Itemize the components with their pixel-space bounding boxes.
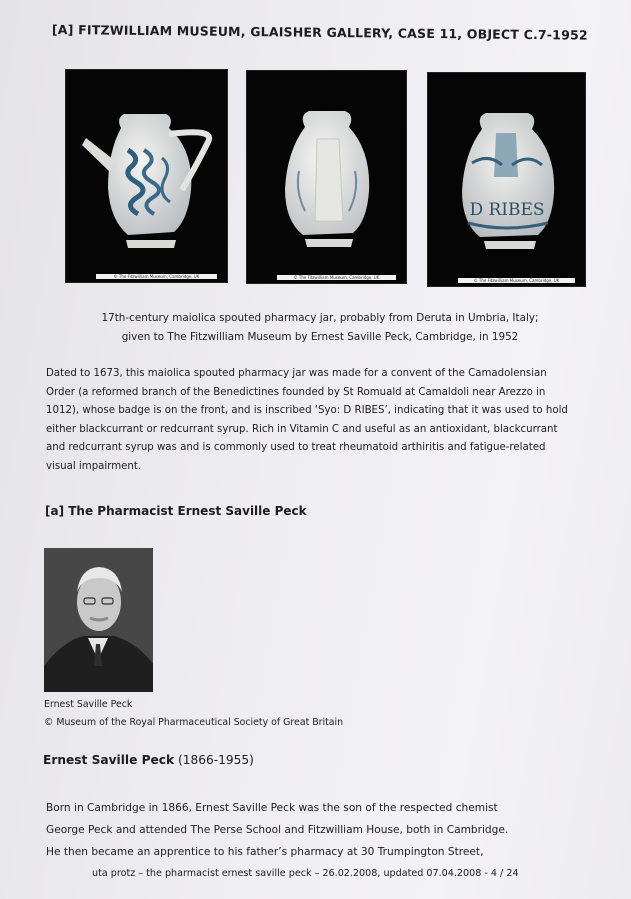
bio-name: Ernest Saville Peck bbox=[43, 753, 175, 767]
jar-caption-line-2: given to The Fitzwilliam Museum by Ernest Saville Peck, Cambridge, in 1952 bbox=[121, 331, 519, 343]
section-heading: [a] The Pharmacist Ernest Saville Peck bbox=[45, 504, 307, 518]
description-paragraph bbox=[46, 365, 611, 476]
document-heading: [A] FITZWILLIAM MUSEUM, GLAISHER GALLERY, CASE 11, OBJECT C.7-1952 bbox=[51, 22, 588, 43]
description-line: Order (a reformed branch of the Benedictines founded by St Romuald at Camaldoli near Arezzo in bbox=[46, 386, 546, 398]
jar-inscription-illustration bbox=[428, 73, 585, 286]
bio-heading bbox=[43, 753, 254, 767]
description-line: 1012), whose badge is on the front, and is inscribed ‘Syo: D RIBES’, indicating that it was used to hold bbox=[46, 405, 568, 416]
portrait-caption: Ernest Saville Peck bbox=[44, 699, 133, 710]
jar-spout-illustration bbox=[66, 70, 227, 282]
portrait-photo bbox=[44, 548, 153, 692]
description-line: and redcurrant syrup was and is commonly used to treat rheumatoid arthiritis and fatigue-related bbox=[46, 442, 546, 453]
photo-copyright: © The Fitzwilliam Museum, Cambridge, UK bbox=[277, 275, 396, 280]
jar-photo-inscription bbox=[427, 72, 586, 287]
jar-inscription-text: D RIBES bbox=[469, 200, 545, 220]
bio-line: He then became an apprentice to his father’s pharmacy at 30 Trumpington Street, bbox=[46, 846, 484, 858]
jar-photo-spout-side bbox=[65, 69, 228, 283]
jar-photo-handle-side bbox=[246, 70, 407, 284]
portrait-credit: © Museum of the Royal Pharmaceutical Society of Great Britain bbox=[44, 717, 344, 728]
bio-dates: (1866-1955) bbox=[178, 753, 254, 767]
description-line: visual impairment. bbox=[46, 460, 142, 472]
photo-copyright: © The Fitzwilliam Museum, Cambridge, UK bbox=[458, 278, 575, 283]
description-line: Dated to 1673, this maiolica spouted pharmacy jar was made for a convent of the Camadolensian bbox=[46, 368, 547, 379]
page-footer: uta protz – the pharmacist ernest saville peck – 26.02.2008, updated 07.04.2008 - 4 / 24 bbox=[92, 868, 519, 879]
photo-copyright: © The Fitzwilliam Museum, Cambridge, UK bbox=[96, 274, 217, 279]
bio-line: Born in Cambridge in 1866, Ernest Saville Peck was the son of the respected chemist bbox=[46, 802, 498, 814]
description-line: either blackcurrant or redcurrant syrup. Rich in Vitamin C and useful as an antioxidant, blackcurrant bbox=[46, 423, 558, 435]
portrait-illustration bbox=[44, 548, 153, 692]
bio-paragraph bbox=[46, 797, 606, 863]
bio-line: George Peck and attended The Perse School and Fitzwilliam House, both in Cambridge. bbox=[46, 824, 509, 836]
jar-caption-line-1: 17th-century maiolica spouted pharmacy jar, probably from Deruta in Umbria, Italy; bbox=[101, 312, 539, 324]
jar-handle-illustration bbox=[247, 71, 406, 283]
